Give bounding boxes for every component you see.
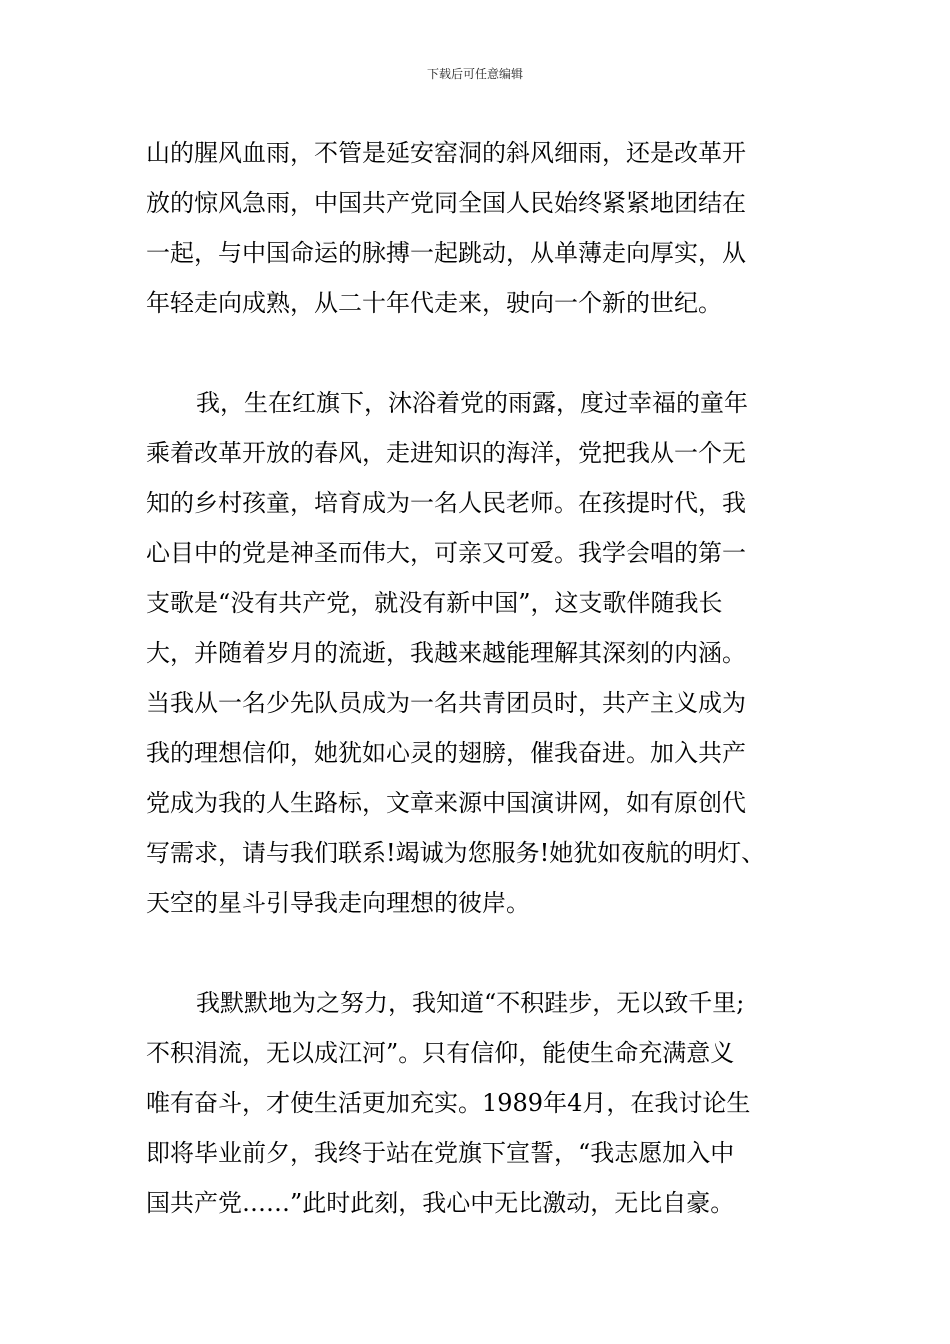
paragraph-gap	[146, 928, 816, 978]
text-line: 放的惊风急雨，中国共产党同全国人民始终紧紧地团结在	[146, 189, 746, 217]
text-line: 支歌是“没有共产党，就没有新中国”，这支歌伴随我长	[146, 589, 723, 617]
text-line: 唯有奋斗，才使生活更加充实。1989年4月，在我讨论生	[146, 1089, 751, 1117]
text-line: 知的乡村孩童，培育成为一名人民老师。在孩提时代，我	[146, 489, 746, 517]
text-line: 一起，与中国命运的脉搏一起跳动，从单薄走向厚实，从	[146, 239, 746, 267]
document-body	[146, 128, 816, 1228]
paragraph-1	[146, 128, 816, 328]
text-line: 我的理想信仰，她犹如心灵的翅膀，催我奋进。加入共产	[146, 739, 746, 767]
page-header: 下载后可任意编辑	[426, 67, 523, 81]
text-line: 天空的星斗引导我走向理想的彼岸。	[146, 889, 530, 917]
paragraph-gap	[146, 328, 816, 378]
text-line: 年轻走向成熟，从二十年代走来，驶向一个新的世纪。	[146, 289, 722, 317]
text-line: 我默默地为之努力，我知道“不积跬步，无以致千里;	[196, 989, 745, 1017]
text-line: 写需求，请与我们联系!竭诚为您服务!她犹如夜航的明灯、	[146, 839, 766, 867]
text-line: 山的腥风血雨，不管是延安窑洞的斜风细雨，还是改革开	[146, 139, 746, 167]
paragraph-2	[146, 378, 816, 928]
text-line: 当我从一名少先队员成为一名共青团员时，共产主义成为	[146, 689, 746, 717]
paragraph-3	[146, 978, 816, 1228]
text-line: 即将毕业前夕，我终于站在党旗下宣誓，“我志愿加入中	[146, 1139, 735, 1167]
text-line: 不积涓流，无以成江河”。只有信仰，能使生命充满意义	[146, 1039, 735, 1067]
text-line: 党成为我的人生路标，文章来源中国演讲网，如有原创代	[146, 789, 746, 817]
text-line: 国共产党……”此时此刻，我心中无比激动，无比自豪。	[146, 1189, 735, 1217]
text-line: 我，生在红旗下，沐浴着党的雨露，度过幸福的童年	[196, 389, 748, 417]
text-line: 乘着改革开放的春风，走进知识的海洋，党把我从一个无	[146, 439, 746, 467]
text-line: 心目中的党是神圣而伟大，可亲又可爱。我学会唱的第一	[146, 539, 746, 567]
text-line: 大，并随着岁月的流逝，我越来越能理解其深刻的内涵。	[146, 639, 746, 667]
